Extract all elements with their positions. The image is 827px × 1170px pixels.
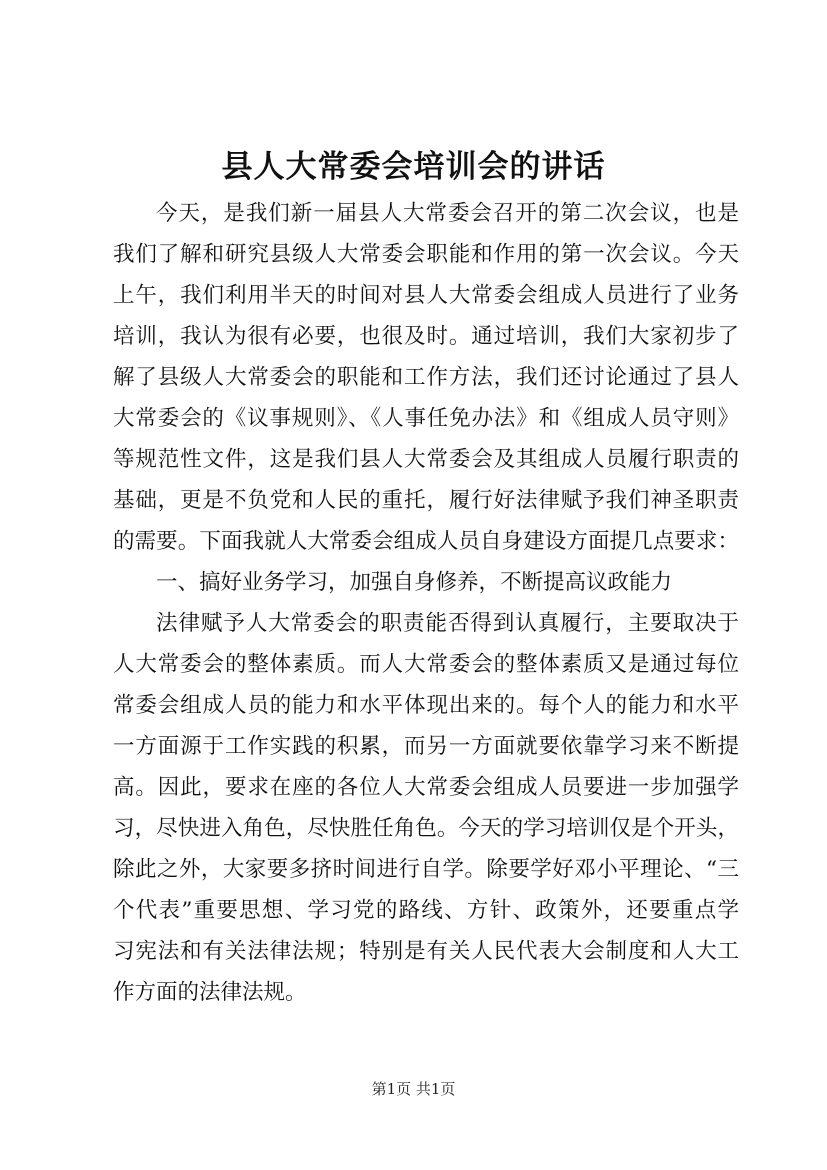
body-line: 除此之外，大家要多挤时间进行自学。除要学好邓小平理论、“三: [113, 857, 739, 882]
body-line: 今天，是我们新一届县人大常委会召开的第二次会议，也是: [156, 201, 739, 226]
body-line: 等规范性文件，这是我们县人大常委会及其组成人员履行职责的: [113, 447, 739, 472]
body-line: 基础，更是不负党和人民的重托，履行好法律赋予我们神圣职责: [113, 488, 739, 513]
body-line: 一方面源于工作实践的积累，而另一方面就要依靠学习来不断提: [113, 734, 739, 759]
body-line: 解了县级人大常委会的职能和工作方法，我们还讨论通过了县人: [113, 365, 739, 390]
body-line: 常委会组成人员的能力和水平体现出来的。每个人的能力和水平: [113, 693, 739, 718]
body-line: 我们了解和研究县级人大常委会职能和作用的第一次会议。今天: [113, 242, 739, 267]
body-line: 作方面的法律法规。: [113, 980, 307, 1005]
body-line: 的需要。下面我就人大常委会组成人员自身建设方面提几点要求：: [113, 529, 739, 554]
document-title: 县人大常委会培训会的讲话: [221, 149, 606, 185]
body-line: 习，尽快进入角色，尽快胜任角色。今天的学习培训仅是个开头，: [113, 816, 739, 841]
body-line: 上午，我们利用半天的时间对县人大常委会组成人员进行了业务: [113, 283, 739, 308]
section-heading: 一、搞好业务学习，加强自身修养，不断提高议政能力: [156, 570, 673, 595]
body-line: 人大常委会的整体素质。而人大常委会的整体素质又是通过每位: [113, 652, 739, 677]
body-line: 培训，我认为很有必要，也很及时。通过培训，我们大家初步了: [113, 324, 739, 349]
body-line: 高。因此，要求在座的各位人大常委会组成人员要进一步加强学: [113, 775, 739, 800]
body-line: 大常委会的《议事规则》、《人事任免办法》和《组成人员守则》: [113, 406, 739, 431]
document-body: [113, 193, 739, 1013]
body-line: 法律赋予人大常委会的职责能否得到认真履行，主要取决于: [156, 611, 739, 636]
body-line: 习宪法和有关法律法规；特别是有关人民代表大会制度和人大工: [113, 939, 739, 964]
body-line: 个代表”重要思想、学习党的路线、方针、政策外，还要重点学: [113, 898, 739, 923]
page-footer: 第1页 共1页: [371, 1080, 456, 1098]
